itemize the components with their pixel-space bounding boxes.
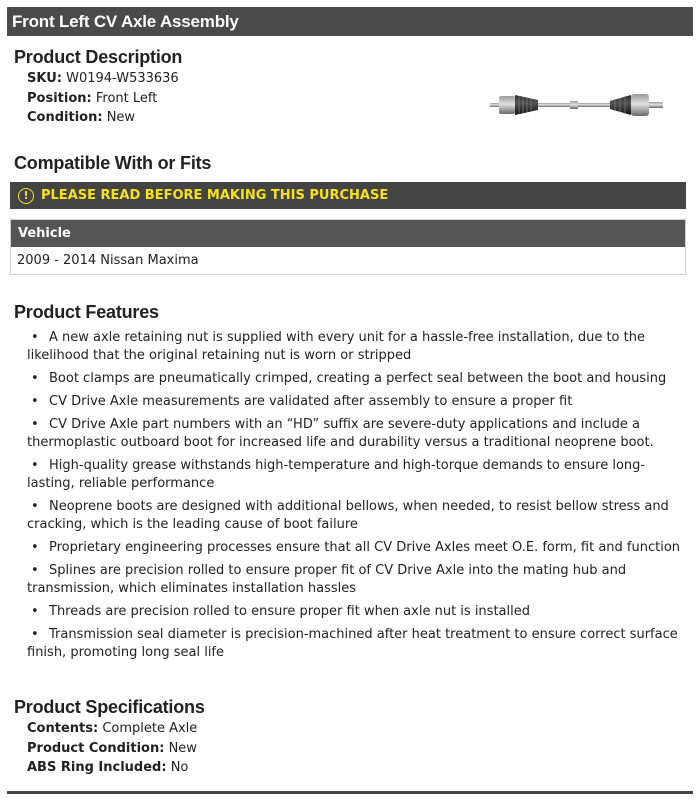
bullet: • bbox=[31, 563, 39, 578]
feature-item: • CV Drive Axle measurements are validated after assembly to ensure a proper fit bbox=[27, 393, 683, 411]
sku-label: SKU: bbox=[27, 71, 62, 86]
bullet: • bbox=[31, 627, 39, 642]
vehicle-column-header: Vehicle bbox=[11, 220, 685, 247]
product-specifications-heading: Product Specifications bbox=[14, 697, 205, 717]
bullet: • bbox=[31, 330, 39, 345]
contents-label: Contents: bbox=[27, 721, 99, 736]
contents-value: Complete Axle bbox=[102, 721, 198, 736]
feature-item: • Splines are precision rolled to ensure proper fit of CV Drive Axle into the mating hub and transmission, which eliminates installation hassles bbox=[27, 563, 627, 596]
bullet: • bbox=[31, 371, 39, 386]
position-value: Front Left bbox=[95, 91, 158, 106]
features-list bbox=[27, 329, 683, 667]
cv-axle-product-image bbox=[488, 84, 668, 128]
feature-item: • Transmission seal diameter is precision-machined after heat treatment to ensure correct surface finish, promoting long seal life bbox=[27, 627, 678, 660]
product-condition-label: Product Condition: bbox=[27, 741, 165, 756]
position-label: Position: bbox=[27, 91, 92, 106]
abs-ring-label: ABS Ring Included: bbox=[27, 760, 167, 775]
page-title: Front Left CV Axle Assembly bbox=[7, 7, 693, 36]
feature-item: • Boot clamps are pneumatically crimped, creating a perfect seal between the boot and housing bbox=[27, 370, 683, 388]
purchase-warning-banner bbox=[10, 182, 686, 209]
condition-value: New bbox=[106, 110, 136, 125]
product-condition-value: New bbox=[168, 741, 197, 756]
sku-row bbox=[27, 69, 179, 88]
feature-item: • Proprietary engineering processes ensure that all CV Drive Axles meet O.E. form, fit and function bbox=[27, 539, 683, 557]
warning-icon: ! bbox=[18, 188, 34, 204]
feature-item: • Neoprene boots are designed with additional bellows, when needed, to resist bellow stress and cracking, which is the leading cause of boot failure bbox=[27, 499, 669, 532]
bullet: • bbox=[31, 458, 39, 473]
product-features-heading: Product Features bbox=[14, 302, 159, 322]
bullet: • bbox=[31, 604, 39, 619]
bottom-divider bbox=[7, 791, 693, 794]
feature-item: • CV Drive Axle part numbers with an “HD” suffix are severe-duty applications and include a thermoplastic outboard boot for increased life and durability versus a traditional neoprene boot. bbox=[27, 417, 654, 450]
bullet: • bbox=[31, 417, 39, 432]
feature-item: • A new axle retaining nut is supplied with every unit for a hassle-free installation, due to the likelihood that the original retaining nut is worn or stripped bbox=[27, 330, 645, 363]
product-description-heading: Product Description bbox=[14, 47, 183, 67]
product-condition-row bbox=[27, 739, 197, 758]
condition-label: Condition: bbox=[27, 110, 103, 125]
feature-item: • High-quality grease withstands high-temperature and high-torque demands to ensure long-lasting, reliable performance bbox=[27, 458, 646, 491]
vehicle-row: 2009 - 2014 Nissan Maxima bbox=[11, 247, 685, 274]
sku-value: W0194-W533636 bbox=[66, 71, 179, 86]
condition-row bbox=[27, 108, 135, 127]
bullet: • bbox=[31, 540, 39, 555]
warning-text: PLEASE READ BEFORE MAKING THIS PURCHASE bbox=[41, 188, 389, 203]
compatibility-heading: Compatible With or Fits bbox=[14, 153, 212, 173]
vehicle-fitment-table bbox=[10, 219, 686, 275]
position-row bbox=[27, 89, 157, 108]
feature-item: • Threads are precision rolled to ensure proper fit when axle nut is installed bbox=[27, 603, 683, 621]
bullet: • bbox=[31, 394, 39, 409]
bullet: • bbox=[31, 499, 39, 514]
contents-row bbox=[27, 719, 197, 738]
abs-ring-value: No bbox=[170, 760, 189, 775]
abs-ring-row bbox=[27, 758, 188, 777]
